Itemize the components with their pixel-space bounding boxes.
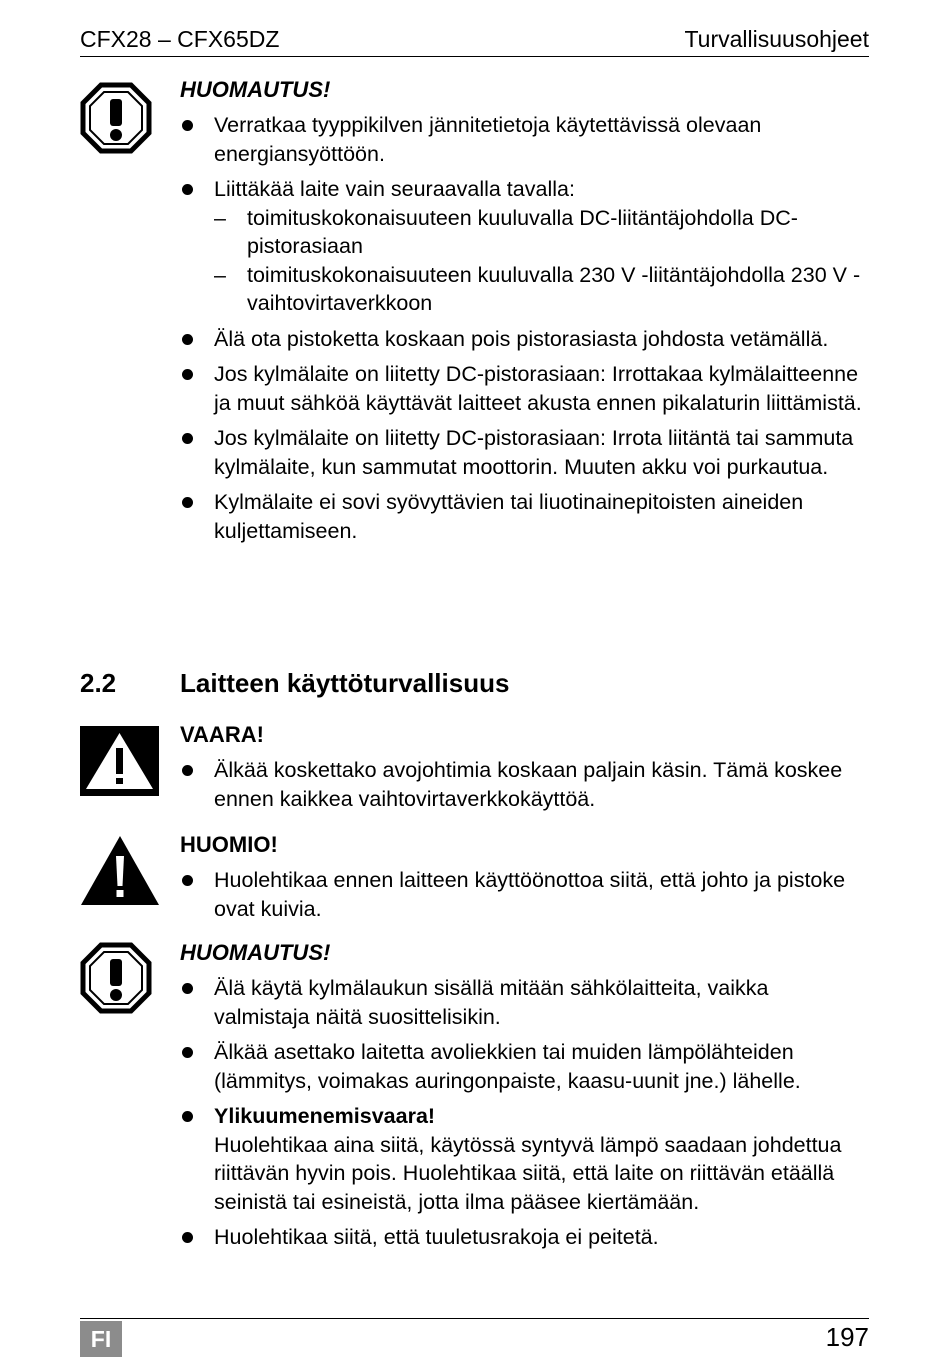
sub-list — [214, 204, 870, 318]
framed-warning-triangle-icon — [80, 726, 159, 796]
bullet-icon — [182, 875, 193, 886]
octagon-exclamation-icon — [80, 942, 152, 1014]
section-number: 2.2 — [80, 668, 117, 698]
danger-list — [180, 756, 870, 813]
caution-title: HUOMIO! — [180, 832, 278, 857]
warning-triangle-icon — [80, 834, 160, 906]
list-item: Huolehtikaa siitä, että tuuletusrakoja ei peitetä. — [180, 1223, 870, 1252]
list-item: Verratkaa tyyppikilven jännitetietoja käytettävissä olevaan energiansyöttöön. — [180, 111, 870, 168]
bullet-icon — [182, 983, 193, 994]
header-chapter: Turvallisuusohjeet — [684, 26, 869, 52]
list-item: Älä ota pistoketta koskaan pois pistorasiasta johdosta vetämällä. — [180, 325, 870, 354]
list-item: Älkää asettako laitetta avoliekkien tai muiden lämpölähteiden (lämmitys, voimakas auringonpaiste, kaasu-uunit jne.) lähelle. — [180, 1038, 870, 1095]
page-header — [80, 22, 869, 57]
list-item: Jos kylmälaite on liitetty DC-pistorasiaan: Irrota liitäntä tai sammuta kylmälaite, kun sammutat moottorin. Muuten akku voi purkautua. — [180, 424, 870, 481]
list-item: Huolehtikaa ennen laitteen käyttöönottoa siitä, että johto ja pistoke ovat kuivia. — [180, 866, 870, 923]
bullet-icon — [182, 334, 193, 345]
bullet-icon — [182, 1232, 193, 1243]
sub-list-item: – toimituskokonaisuuteen kuuluvalla DC-liitäntäjohdolla DC-pistorasiaan — [214, 205, 798, 258]
header-model: CFX28 – CFX65DZ — [80, 26, 280, 52]
notice-list — [180, 974, 870, 1252]
bullet-icon — [182, 184, 193, 195]
notice-block-1 — [180, 76, 870, 545]
notice-title: HUOMAUTUS! — [180, 77, 331, 102]
danger-title: VAARA! — [180, 722, 264, 747]
bullet-icon — [182, 433, 193, 444]
bullet-icon — [182, 120, 193, 131]
sub-list-item: – toimituskokonaisuuteen kuuluvalla 230 V -liitäntäjohdolla 230 V -vaihtovirtaverkkoon — [214, 262, 861, 315]
caution-list — [180, 866, 870, 923]
overheat-label: Ylikuumenemisvaara! — [214, 1104, 436, 1128]
list-item: Jos kylmälaite on liitetty DC-pistorasiaan: Irrottakaa kylmälaitteenne ja muut sähköä käyttävät laitteet akusta ennen pikalaturin liittämistä. — [180, 360, 870, 417]
list-item: Älkää koskettako avojohtimia koskaan paljain käsin. Tämä koskee ennen kaikkea vaihtovirtaverkkokäyttöä. — [180, 756, 870, 813]
page-number: 197 — [825, 1322, 869, 1352]
language-badge: FI — [80, 1321, 122, 1357]
footer-divider — [80, 1318, 869, 1319]
notice-list — [180, 111, 870, 545]
caution-block — [180, 831, 870, 923]
notice-block-2 — [180, 939, 870, 1252]
notice-title: HUOMAUTUS! — [180, 940, 331, 965]
list-item: Liittäkää laite vain seuraavalla tavalla: – toimituskokonaisuuteen kuuluvalla DC-liitäntäjohdolla DC-pistorasiaan – toimituskokonaisuuteen kuuluvalla 230 V -liitäntäjohdolla 230 V -vaihtovirtaverkkoon — [180, 175, 870, 318]
bullet-icon — [182, 765, 193, 776]
bullet-icon — [182, 497, 193, 508]
section-title: Laitteen käyttöturvallisuus — [180, 668, 510, 698]
bullet-icon — [182, 369, 193, 380]
bullet-icon — [182, 1047, 193, 1058]
octagon-exclamation-icon — [80, 82, 152, 154]
bullet-icon — [182, 1111, 193, 1122]
list-item: Ylikuumenemisvaara! Huolehtikaa aina siitä, käytössä syntyvä lämpö saadaan johdettua riittävän hyvin pois. Huolehtikaa siitä, että laite on riittävän etäällä seinistä tai esineistä, jotta ilma pääsee kiertämään. — [180, 1102, 870, 1216]
list-item: Älä käytä kylmälaukun sisällä mitään sähkölaitteita, vaikka valmistaja näitä suosittelisikin. — [180, 974, 870, 1031]
danger-block — [180, 721, 870, 813]
list-item: Kylmälaite ei sovi syövyttävien tai liuotinainepitoisten aineiden kuljettamiseen. — [180, 488, 870, 545]
